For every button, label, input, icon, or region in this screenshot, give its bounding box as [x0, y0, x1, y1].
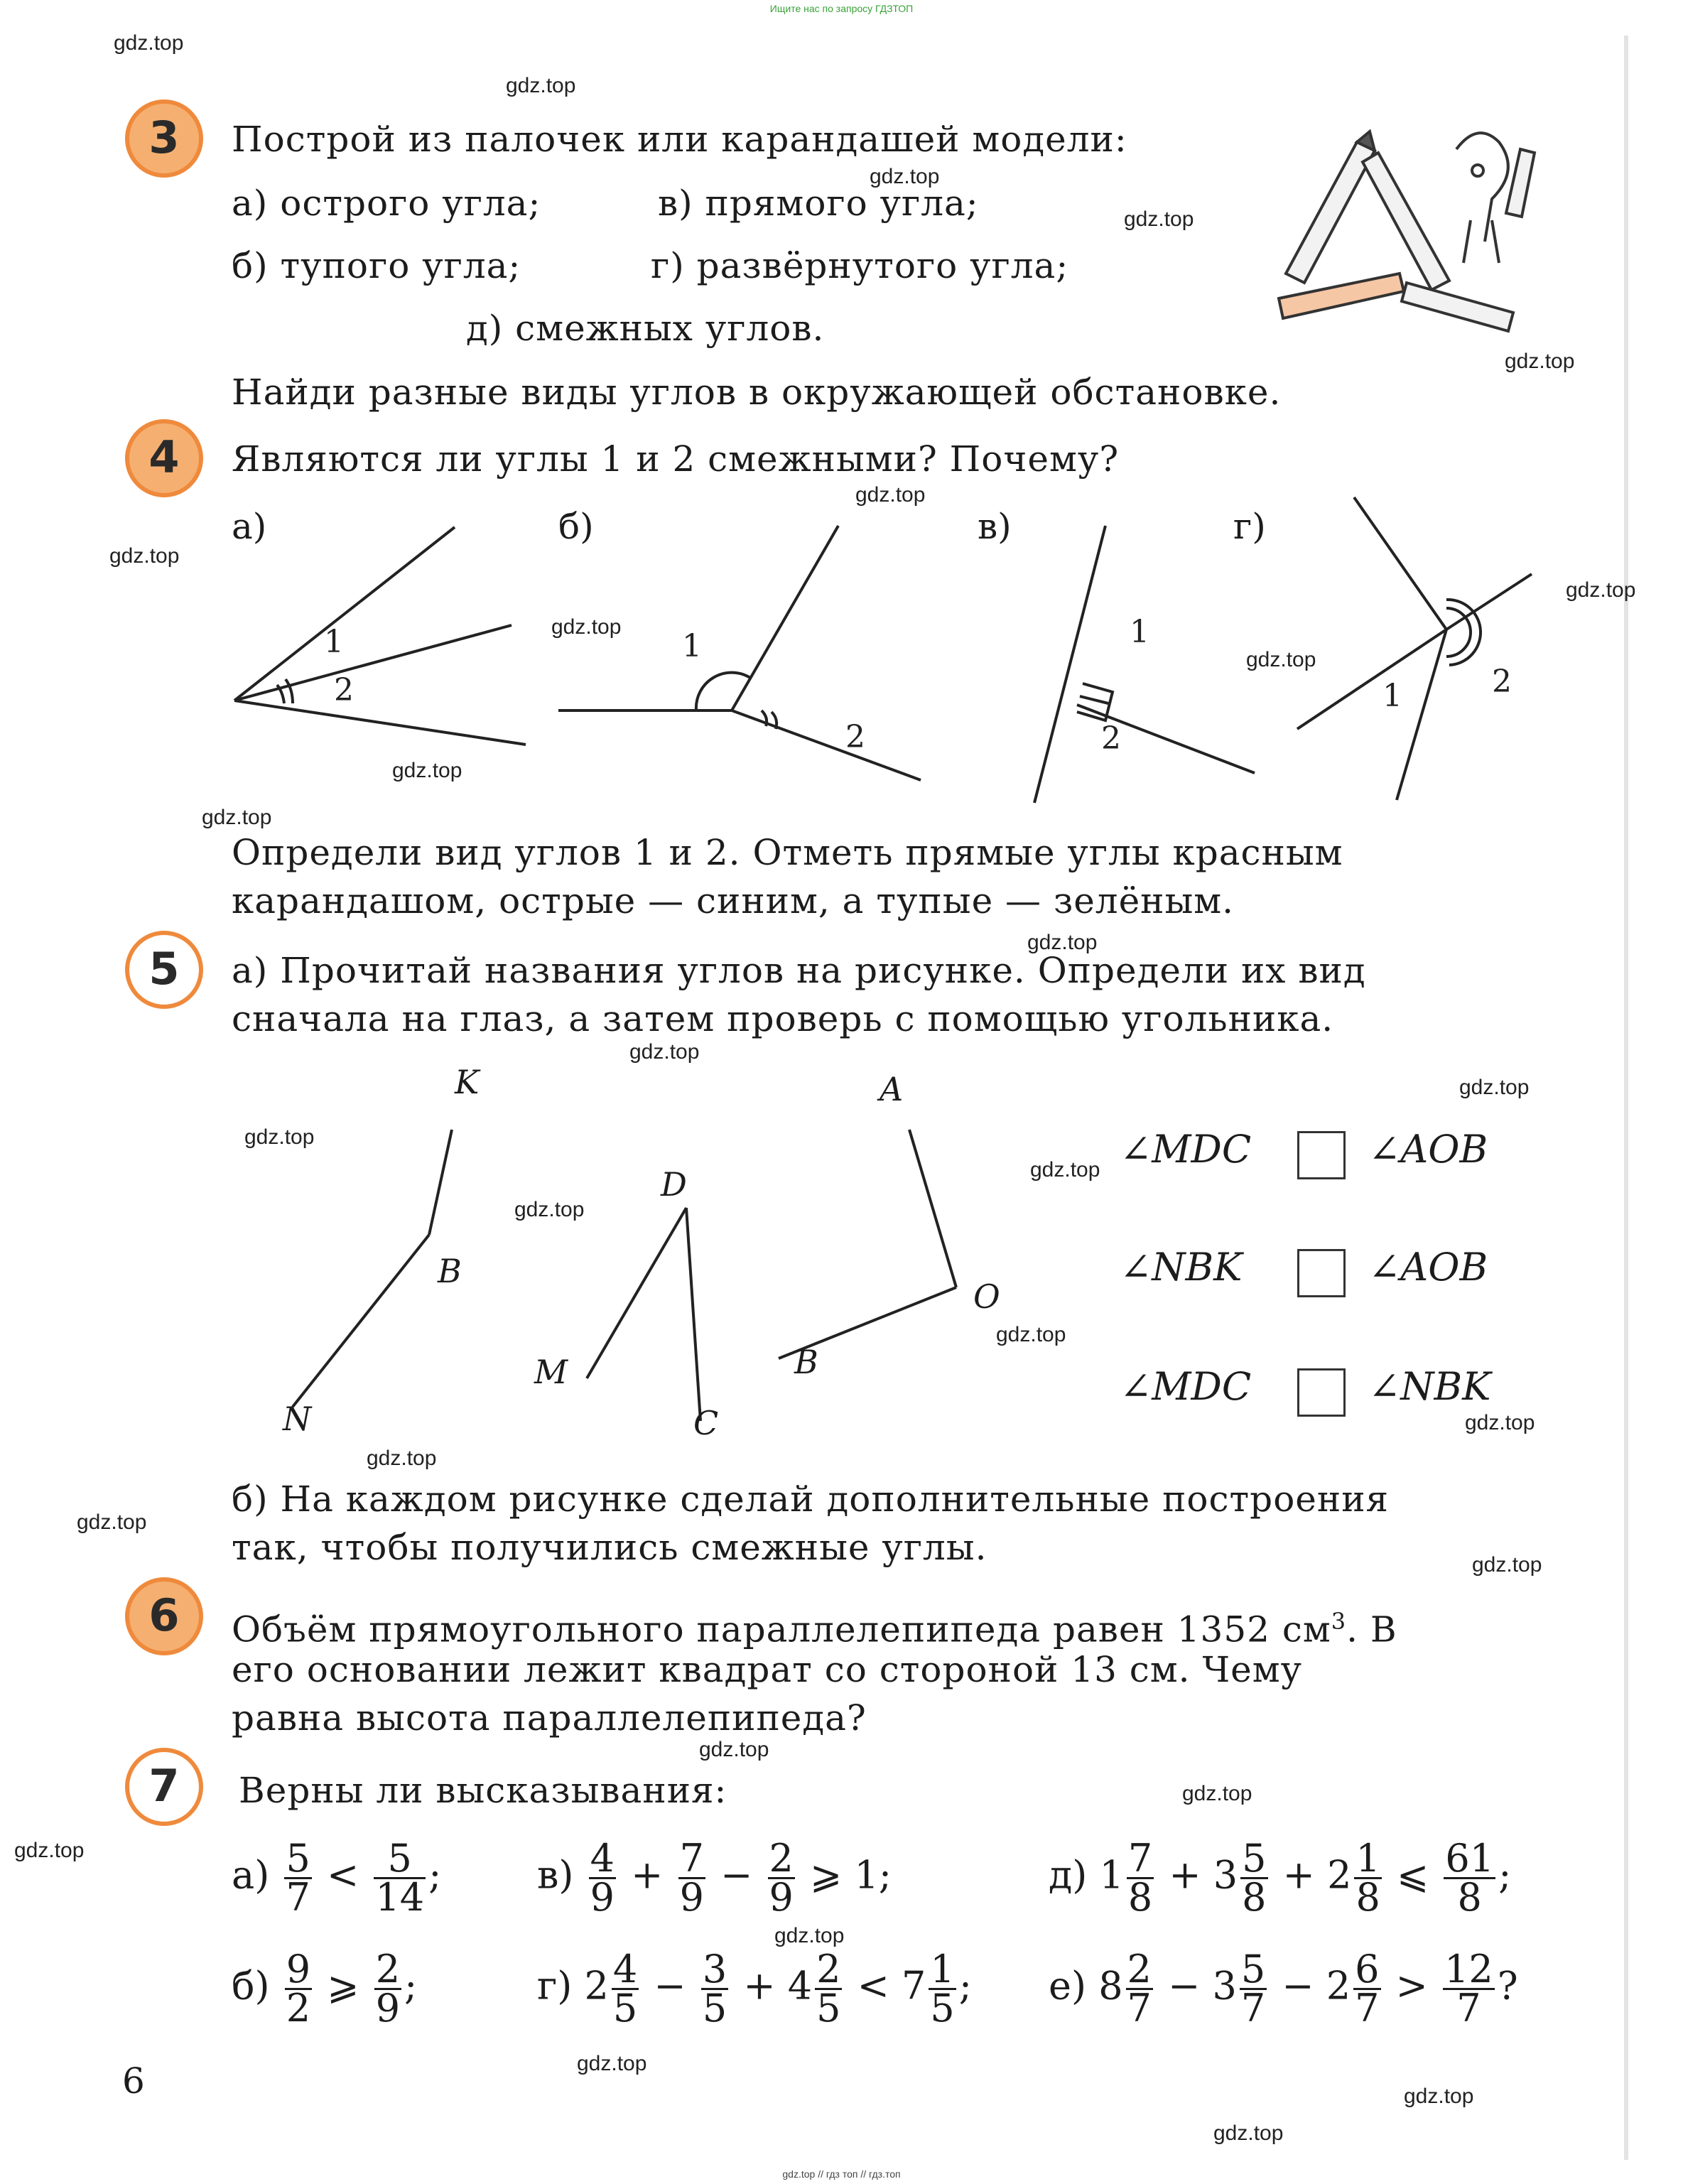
fig-label-v: в)	[978, 506, 1012, 547]
watermark: gdz.top	[996, 1323, 1066, 1346]
watermark: gdz.top	[1030, 1158, 1100, 1182]
comparison-2-box[interactable]	[1297, 1249, 1346, 1297]
task-6-line3: равна высота параллелепипеда?	[232, 1697, 867, 1739]
fig-label-a: а)	[232, 506, 267, 547]
page-edge	[1624, 36, 1628, 2160]
watermark: gdz.top	[77, 1510, 147, 1534]
statement-b: б) $\frac{9}{2}$ ⩾ $\frac{2}{9}$ ;	[232, 1947, 418, 2031]
watermark: gdz.top	[244, 1125, 315, 1149]
watermark: gdz.top	[1465, 1411, 1535, 1434]
point-d: D	[661, 1165, 687, 1204]
task-7-question: Верны ли высказывания:	[239, 1770, 727, 1811]
statement-d: д) 1 $\frac{7}{8}$ + 3 $\frac{5}{8}$ + 2 $\frac{1}{8}$ ⩽ $\frac{61}{8}$ ;	[1049, 1836, 1512, 1920]
point-c: C	[693, 1404, 719, 1442]
watermark: gdz.top	[1505, 350, 1575, 373]
task-3-line-last: Найди разные виды углов в окружающей обстановке.	[232, 372, 1282, 413]
task-3-line1: Построй из палочек или карандашей модели:	[232, 119, 1127, 160]
task-7-number: 7	[125, 1748, 203, 1826]
fig-g-angle-1: 1	[1382, 678, 1402, 714]
point-n: N	[283, 1400, 312, 1438]
fig-b-angle-2: 2	[845, 719, 865, 755]
watermark: gdz.top	[1213, 2121, 1284, 2145]
angle-figures	[0, 483, 1683, 824]
task-3-item-a: а) острого угла;	[232, 183, 541, 224]
fig-a-angle-2: 2	[334, 672, 354, 708]
comparison-2-right: ∠AOB	[1368, 1245, 1488, 1290]
watermark: gdz.top	[629, 1040, 700, 1064]
watermark: gdz.top	[1472, 1553, 1542, 1577]
watermark: gdz.top	[855, 483, 926, 507]
watermark: gdz.top	[1459, 1076, 1530, 1099]
task-5-number: 5	[125, 931, 203, 1009]
watermark: gdz.top	[1182, 1782, 1252, 1805]
comparison-1-box[interactable]	[1297, 1131, 1346, 1179]
watermark: gdz.top	[1124, 207, 1194, 231]
comparison-3-left: ∠MDC	[1120, 1364, 1252, 1409]
task-3-item-b: б) тупого угла;	[232, 245, 521, 286]
header-note: Ищите нас по запросу ГДЗТОП	[769, 3, 914, 14]
fig-label-b: б)	[558, 506, 594, 547]
watermark: gdz.top	[14, 1839, 85, 1862]
task-5-b-line2: так, чтобы получились смежные углы.	[232, 1527, 987, 1568]
statement-g: г) 2 $\frac{4}{5}$ − $\frac{3}{5}$ + 4 $\frac{2}{5}$ < 7 $\frac{1}{5}$ ;	[537, 1947, 972, 2031]
page-number: 6	[122, 2060, 145, 2102]
watermark: gdz.top	[577, 2052, 647, 2075]
comparison-1-left: ∠MDC	[1120, 1127, 1252, 1172]
task-3-item-v: в) прямого угла;	[658, 183, 979, 224]
statement-e: е) 8 $\frac{2}{7}$ − 3 $\frac{5}{7}$ − 2 $\frac{6}{7}$ > $\frac{12}{7}$ ?	[1049, 1947, 1518, 2031]
watermark: gdz.top	[109, 544, 180, 568]
task-6-line1-end: . В	[1346, 1609, 1397, 1650]
watermark: gdz.top	[1566, 578, 1636, 602]
watermark: gdz.top	[202, 806, 272, 829]
task-5-line1: а) Прочитай названия углов на рисунке. Определи их вид	[232, 950, 1366, 991]
fig-a-angle-1: 1	[324, 624, 344, 660]
watermark: gdz.top	[1027, 931, 1098, 954]
watermark: gdz.top	[774, 1924, 845, 1947]
task-4-line2: карандашом, острые — синим, а тупые — зелёным.	[232, 880, 1235, 921]
task-4-line1: Определи вид углов 1 и 2. Отметь прямые углы красным	[232, 832, 1343, 873]
task-5-figures	[0, 1066, 1066, 1464]
fig-b-angle-1: 1	[682, 628, 702, 664]
watermark: gdz.top	[506, 74, 576, 97]
fig-g-angle-2: 2	[1492, 664, 1512, 700]
comparison-2-left: ∠NBK	[1120, 1245, 1243, 1290]
comparison-3-right: ∠NBK	[1368, 1364, 1491, 1409]
watermark: gdz.top	[870, 165, 940, 188]
watermark: gdz.top	[551, 615, 622, 639]
footer-note: gdz.top // гдз топ // гдз.топ	[782, 2168, 901, 2180]
watermark: gdz.top	[1404, 2085, 1474, 2108]
point-k: K	[455, 1063, 480, 1101]
watermark: gdz.top	[114, 31, 184, 55]
statement-a: а) $\frac{5}{7}$ < $\frac{5}{14}$ ;	[232, 1836, 442, 1920]
fig-v-angle-2: 2	[1101, 720, 1121, 757]
task-5-line2: сначала на глаз, а затем проверь с помощью угольника.	[232, 998, 1334, 1039]
task-3-number: 3	[125, 99, 203, 178]
point-b1: B	[438, 1252, 462, 1290]
watermark: gdz.top	[514, 1198, 585, 1221]
point-m: M	[534, 1353, 568, 1391]
watermark: gdz.top	[367, 1447, 437, 1470]
comparison-1-right: ∠AOB	[1368, 1127, 1488, 1172]
comparison-3-box[interactable]	[1297, 1368, 1346, 1417]
fig-label-g: г)	[1233, 506, 1266, 547]
point-b2: B	[794, 1343, 818, 1381]
task-3-item-d: д) смежных углов.	[466, 308, 825, 349]
task-5-b-line1: б) На каждом рисунке сделай дополнительные построения	[232, 1478, 1390, 1520]
pencils-illustration	[1257, 121, 1556, 362]
watermark: gdz.top	[1246, 648, 1316, 671]
task-6-line2: его основании лежит квадрат со стороной 13 см. Чему	[232, 1649, 1303, 1690]
task-4-number: 4	[125, 419, 203, 497]
watermark: gdz.top	[392, 759, 462, 782]
task-4-question: Являются ли углы 1 и 2 смежными? Почему?	[232, 438, 1120, 480]
task-6-line1	[232, 1600, 1397, 1651]
point-o: O	[973, 1277, 1000, 1316]
task-6-exponent: 3	[1331, 1608, 1347, 1635]
statement-v: в) $\frac{4}{9}$ + $\frac{7}{9}$ − $\frac{2}{9}$ ⩾ 1;	[537, 1836, 892, 1920]
task-6-line1-text: Объём прямоугольного параллелепипеда равен 1352 см	[232, 1609, 1331, 1650]
task-3-item-g: г) развёрнутого угла;	[651, 245, 1069, 286]
point-a: A	[880, 1070, 904, 1108]
watermark: gdz.top	[699, 1738, 769, 1761]
fig-v-angle-1: 1	[1130, 614, 1149, 650]
task-6-number: 6	[125, 1577, 203, 1655]
